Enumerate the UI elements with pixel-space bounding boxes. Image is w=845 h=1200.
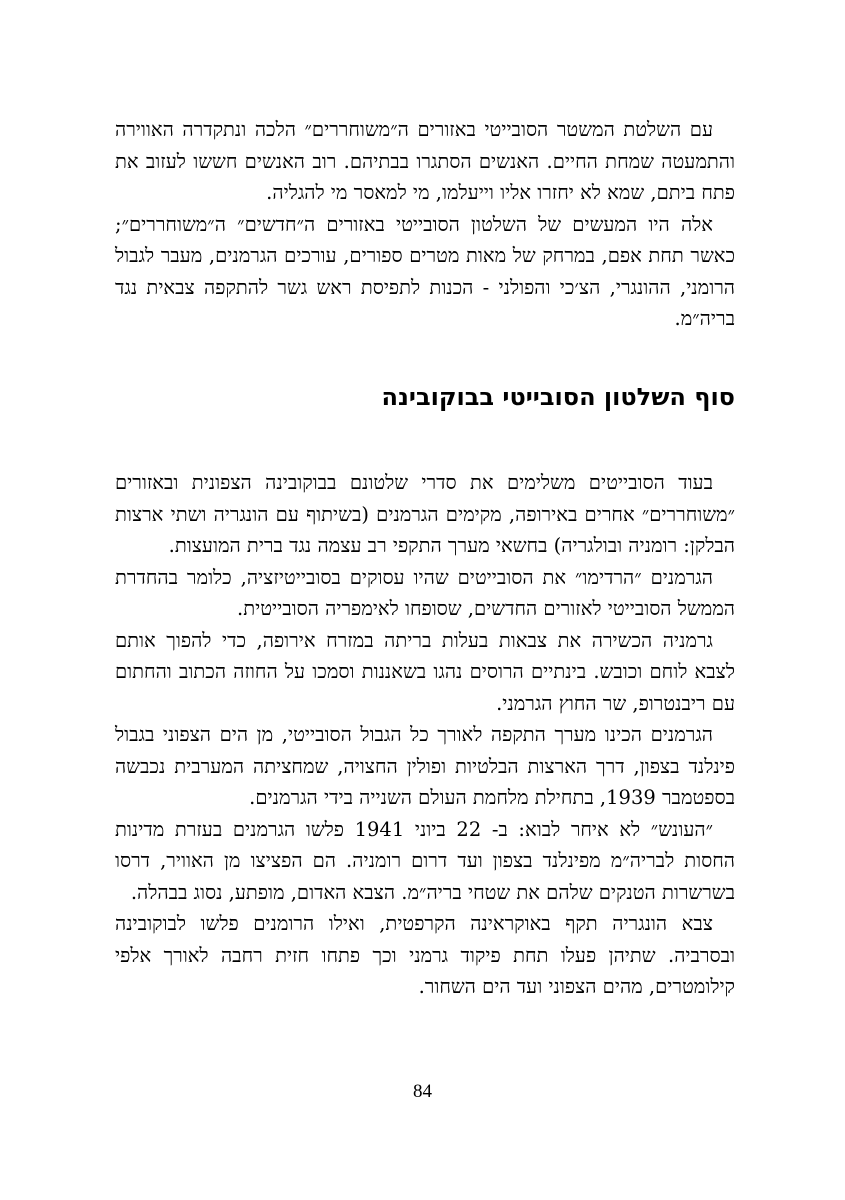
paragraph: אלה היו המעשים של השלטון הסובייטי באזורים ה״חדשים״ ה״משוחררים״; כאשר תחת אפם, במרחק של מאות מטרים ספורים, עורכים הגרמנים, מעבר לגבול הרומני, ההונגרי, הצ׳כי והפולני - הכנות לתפיסת ראש גשר להתקפה צבאית נגד בריה״מ. <box>115 212 735 330</box>
section-2-text <box>115 467 735 1003</box>
paragraph: בעוד הסובייטים משלימים את סדרי שלטונם בבוקובינה הצפונית ובאזורים ״משוחררים״ אחרים באירופה, מקימים הגרמנים (בשיתוף עם הונגריה ושתי ארצות הבלקן: רומניה ובולגריה) בחשאי מערך התקפי רב עצמה נגד ברית המועצות. <box>115 471 735 557</box>
paragraph: גרמניה הכשירה את צבאות בעלות בריתה במזרח אירופה, כדי להפוך אותם לצבא לוחם וכובש. בינתיים הרוסים נהגו בשאננות וסמכו על החוזה הכתוב והחתום עם ריבנטרופ, שר החוץ הגרמני. <box>115 628 735 715</box>
paragraph: הגרמנים ״הרדימו״ את הסובייטים שהיו עסוקים בסובייטיזציה, כלומר בהחדרת הממשל הסובייטי לאזורים החדשים, שסופחו לאימפריה הסובייטית. <box>115 565 735 620</box>
section-heading: סוף השלטון הסובייטי בבוקובינה <box>381 383 735 411</box>
paragraph: עם השלטת המשטר הסובייטי באזורים ה״משוחררים״ הלכה ונתקדרה האווירה והתמעטה שמחת החיים. האנשים הסתגרו בבתיהם. רוב האנשים חששו לעזוב את פתח ביתם, שמא לא יחזרו אליו וייעלמו, מי למאסר מי להגליה. <box>115 118 735 204</box>
paragraph: הגרמנים הכינו מערך התקפה לאורך כל הגבול הסובייטי, מן הים הצפוני בגבול פינלנד בצפון, דרך הארצות הבלטיות ופולין החצויה, שמחציתה המערבית נכבשה בספטמבר 1939, בתחילת מלחמת העולם השנייה בידי הגרמנים. <box>115 723 735 809</box>
section-1-text <box>115 114 735 335</box>
paragraph: צבא הונגריה תקף באוקראינה הקרפטית, ואילו הרומנים פלשו לבוקובינה ובסרביה. שתיהן פעלו תחת פיקוד גרמני וכך פתחו חזית רחבה לאורך אלפי קילומטרים, מהים הצפוני ועד הים השחור. <box>115 912 735 998</box>
page-number: 84 <box>413 1081 432 1102</box>
paragraph: ״העונש״ לא איחר לבוא: ב- 22 ביוני 1941 פלשו הגרמנים בעזרת מדינות החסות לבריה״מ מפינלנד בצפון ועד דרום רומניה. הם הפציצו מן האוויר, דרסו בשרשרות הטנקים שלהם את שטחי בריה״מ. הצבא האדום, מופתע, נסוג בבהלה. <box>115 817 735 904</box>
